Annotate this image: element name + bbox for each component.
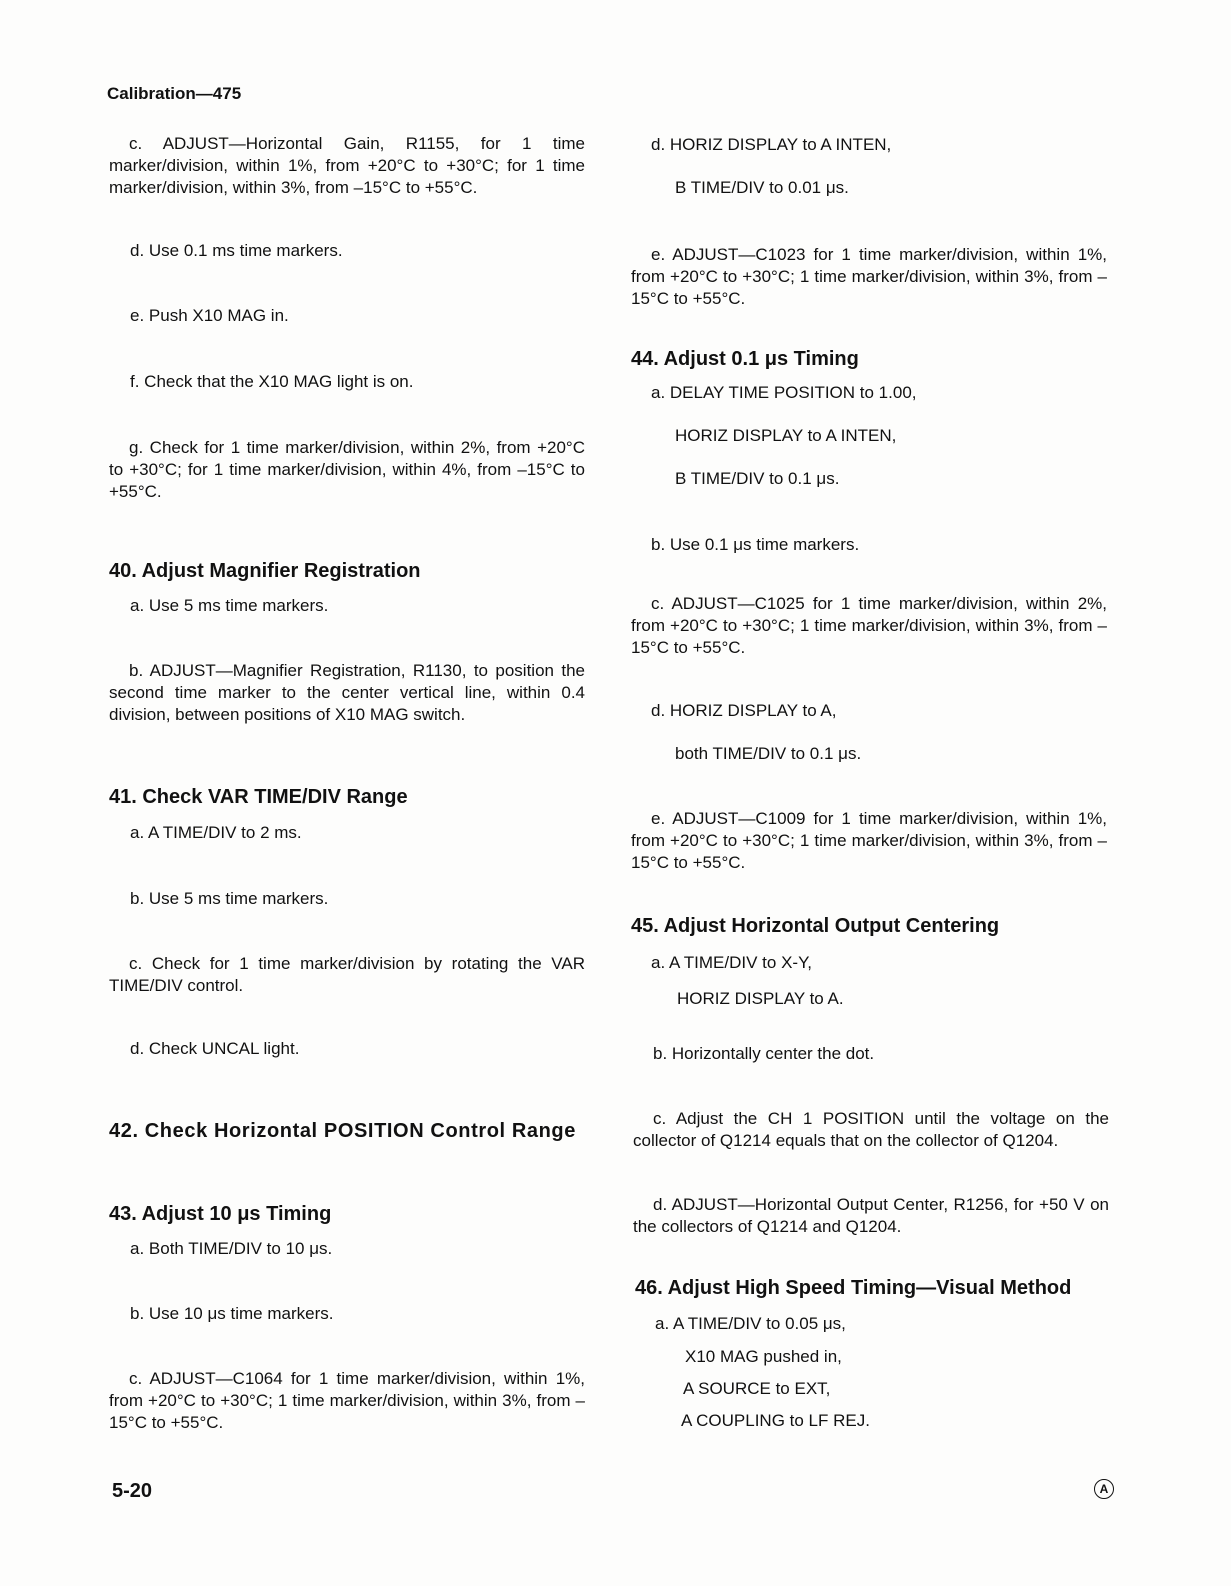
step-43a: a. Both TIME/DIV to 10 μs.	[130, 1239, 333, 1258]
step-45d: d. ADJUST—Horizontal Output Center, R1256, for +50 V on the collectors of Q1214 and Q1204.	[633, 1195, 1109, 1236]
step-46a-line1: a. A TIME/DIV to 0.05 μs,	[655, 1314, 846, 1333]
section-46-heading: 46. Adjust High Speed Timing—Visual Method	[635, 1277, 1072, 1299]
section-42-heading: 42. Check Horizontal POSITION Control Range	[109, 1120, 576, 1142]
step-44a-line3: B TIME/DIV to 0.1 μs.	[675, 469, 840, 488]
step-45a-line2: HORIZ DISPLAY to A.	[677, 989, 844, 1008]
step-46a-line4: A COUPLING to LF REJ.	[681, 1411, 870, 1430]
step-44a-line1: a. DELAY TIME POSITION to 1.00,	[651, 383, 917, 402]
step-d-b-timediv: B TIME/DIV to 0.01 μs.	[675, 178, 849, 197]
step-40b: b. ADJUST—Magnifier Registration, R1130, to position the second time marker to the center vertical line, within 0.4 division, between positions of X10 MAG switch.	[109, 661, 585, 724]
step-f-check-x10-light: f. Check that the X10 MAG light is on.	[130, 372, 414, 391]
step-e-push-x10-mag: e. Push X10 MAG in.	[130, 306, 289, 325]
step-41d: d. Check UNCAL light.	[130, 1039, 300, 1058]
step-d-horiz-display: d. HORIZ DISPLAY to A INTEN,	[651, 135, 892, 154]
step-45a-line1: a. A TIME/DIV to X-Y,	[651, 953, 812, 972]
section-44-heading: 44. Adjust 0.1 μs Timing	[631, 348, 859, 370]
step-e-adjust-c1023: e. ADJUST—C1023 for 1 time marker/division, within 1%, from +20°C to +30°C; 1 time marker/division, within 3%, from –15°C to +55°C.	[631, 245, 1107, 308]
step-41a: a. A TIME/DIV to 2 ms.	[130, 823, 302, 842]
step-44c: c. ADJUST—C1025 for 1 time marker/division, within 2%, from +20°C to +30°C; 1 time marker/division, within 3%, from –15°C to +55°C.	[631, 594, 1107, 657]
step-41c: c. Check for 1 time marker/division by rotating the VAR TIME/DIV control.	[109, 954, 585, 995]
step-44d-line2: both TIME/DIV to 0.1 μs.	[675, 744, 862, 763]
revision-mark: A	[1094, 1479, 1114, 1499]
step-44e: e. ADJUST—C1009 for 1 time marker/division, within 1%, from +20°C to +30°C; 1 time marker/division, within 3%, from –15°C to +55°C.	[631, 809, 1107, 872]
section-41-heading: 41. Check VAR TIME/DIV Range	[109, 786, 408, 808]
step-45b: b. Horizontally center the dot.	[653, 1044, 875, 1063]
section-43-heading: 43. Adjust 10 μs Timing	[109, 1203, 332, 1225]
step-46a-line3: A SOURCE to EXT,	[683, 1379, 831, 1398]
step-46a-line2: X10 MAG pushed in,	[685, 1347, 842, 1366]
page-number: 5-20	[112, 1480, 153, 1502]
step-41b: b. Use 5 ms time markers.	[130, 889, 329, 908]
step-d-time-markers: d. Use 0.1 ms time markers.	[130, 241, 343, 260]
step-44d-line1: d. HORIZ DISPLAY to A,	[651, 701, 837, 720]
step-c-horizontal-gain: c. ADJUST—Horizontal Gain, R1155, for 1 time marker/division, within 1%, from +20°C to +30°C; for 1 time marker/division, within 3%, from –15°C to +55°C.	[109, 134, 585, 197]
step-g-check-markers: g. Check for 1 time marker/division, within 2%, from +20°C to +30°C; for 1 time marker/division, within 4%, from –15°C to +55°C.	[109, 438, 585, 501]
step-43b: b. Use 10 μs time markers.	[130, 1304, 334, 1323]
page-header-title: Calibration—475	[107, 84, 242, 103]
section-45-heading: 45. Adjust Horizontal Output Centering	[631, 915, 1000, 937]
step-45c: c. Adjust the CH 1 POSITION until the voltage on the collector of Q1214 equals that on the collector of Q1204.	[633, 1109, 1109, 1150]
step-44b: b. Use 0.1 μs time markers.	[651, 535, 860, 554]
section-40-heading: 40. Adjust Magnifier Registration	[109, 560, 421, 582]
step-44a-line2: HORIZ DISPLAY to A INTEN,	[675, 426, 897, 445]
step-43c: c. ADJUST—C1064 for 1 time marker/division, within 1%, from +20°C to +30°C; 1 time marker/division, within 3%, from –15°C to +55°C.	[109, 1369, 585, 1432]
step-40a: a. Use 5 ms time markers.	[130, 596, 329, 615]
